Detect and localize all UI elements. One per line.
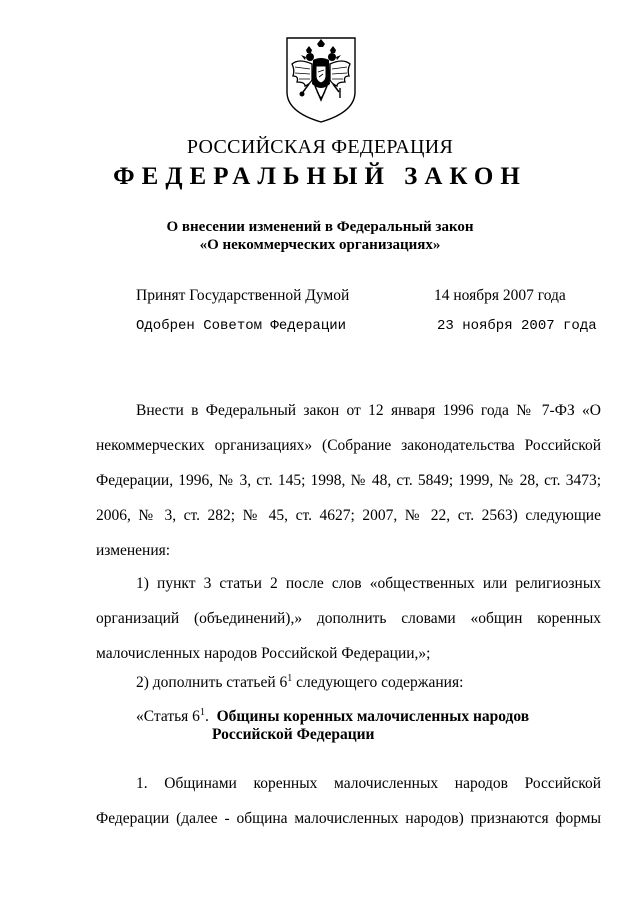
item-1-line-1: 1) пункт 3 статьи 2 после слов «общественных или религиозных	[136, 575, 601, 592]
duma-adoption-date: 14 ноября 2007 года	[434, 287, 566, 304]
clause-1-paragraph	[96, 766, 601, 836]
item-2-line	[136, 674, 463, 692]
item-1-paragraph	[96, 566, 601, 671]
council-approval-label: Одобрен Советом Федерации	[136, 318, 347, 334]
law-title-line-2: «О некоммерческих организациях»	[199, 237, 441, 253]
intro-line-4: 2006, № 3, ст. 282; № 45, ст. 4627; 2007, № 22, ст. 2563) следующие	[96, 507, 601, 524]
law-title-line-1: О внесении изменений в Федеральный закон	[166, 219, 474, 235]
article-prefix: «Статья 6	[136, 708, 200, 725]
intro-line-2: некоммерческих организациях» (Собрание законодательства Российской	[96, 437, 601, 454]
country-name: РОССИЙСКАЯ ФЕДЕРАЦИЯ	[186, 136, 454, 158]
item-2-prefix: 2) дополнить статьей 6	[136, 674, 288, 691]
clause-1-line-1: 1. Общинами коренных малочисленных народов Российской	[136, 775, 601, 792]
duma-adoption-label: Принят Государственной Думой	[136, 287, 350, 304]
coat-of-arms-emblem	[283, 34, 359, 124]
item-1-line-3: малочисленных народов Российской Федерации,»;	[96, 645, 431, 662]
intro-line-1: Внести в Федеральный закон от 12 января 1996 года № 7-ФЗ «О	[136, 402, 601, 419]
item-2-suffix: следующего содержания:	[292, 674, 464, 691]
double-headed-eagle-icon	[283, 34, 359, 124]
article-superscript: 1	[199, 706, 205, 718]
item-2-superscript: 1	[287, 672, 293, 684]
article-title-line-1: Общины коренных малочисленных народов	[216, 708, 530, 725]
article-dot: .	[204, 708, 209, 725]
clause-1-line-2: Федерации (далее - община малочисленных народов) признаются формы	[96, 810, 601, 827]
document-type: ФЕДЕРАЛЬНЫЙ ЗАКОН	[113, 163, 527, 190]
intro-line-5: изменения:	[96, 542, 171, 559]
council-approval-date: 23 ноября 2007 года	[437, 318, 597, 334]
article-heading	[136, 708, 529, 726]
law-title	[0, 218, 640, 254]
intro-line-3: Федерации, 1996, № 3, ст. 145; 1998, № 48, ст. 5849; 1999, № 28, ст. 3473;	[96, 472, 601, 489]
item-1-line-2: организаций (объединений),» дополнить словами «общин коренных	[96, 610, 601, 627]
intro-paragraph	[96, 393, 601, 568]
article-title-line-2: Российской Федерации	[212, 726, 375, 743]
